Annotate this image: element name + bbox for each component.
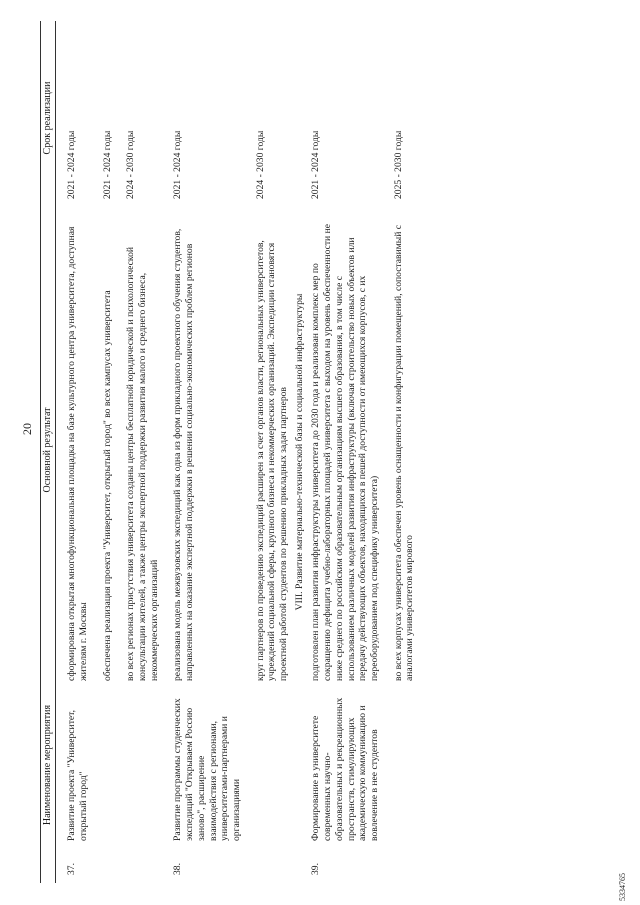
measure-result: сформирована открытая многофункциональная площадка на базе культурного центра университета, доступная жителям г. Москвы	[66, 226, 89, 681]
measure-name	[92, 685, 116, 845]
row-number: 37.	[66, 863, 78, 875]
measure-period: 2024 - 2030 годы	[254, 130, 266, 199]
measure-result: обеспечена реализация проекта "Университет, открытый город" во всех кампусах университета	[101, 290, 113, 681]
row-number	[92, 845, 116, 883]
measure-period: 2021 - 2024 годы	[101, 130, 113, 199]
header-num	[41, 845, 56, 883]
measure-name: Развитие программы студенческих экспедиций "Открываем Россию заново", расширение взаимодействия с регионами, университетами-партнерами и организациями	[172, 698, 242, 841]
measure-period: 2025 - 2030 годы	[392, 130, 404, 199]
table-row	[308, 21, 382, 883]
header-period: Срок реализации	[41, 21, 56, 215]
table-row	[56, 21, 92, 883]
row-number	[383, 845, 418, 883]
document-id: 5334765	[618, 873, 627, 901]
measure-result: реализована модель межвузовских экспедиций как одна из форм прикладного проектного обучения студентов, направленных на оказание экспертной поддержки в решении социально-экономических проблем регионов	[172, 228, 196, 681]
page-number: 20	[20, 423, 34, 435]
measure-name	[245, 685, 292, 845]
table-row	[115, 21, 162, 883]
measure-period: 2021 - 2024 годы	[172, 130, 184, 199]
table-row	[245, 21, 292, 883]
header-result: Основной результат	[41, 215, 56, 685]
table-row	[162, 21, 244, 883]
table-row	[383, 21, 418, 883]
header-name: Наименование мероприятия	[41, 685, 56, 845]
row-number: 38.	[172, 863, 184, 875]
table-row	[92, 21, 116, 883]
measure-name: Развитие проекта "Университет, открытый город"	[66, 709, 89, 841]
measure-result: подготовлен план развития инфраструктуры университета до 2030 года и реализован комплекс мер по сокращению дефицита учебно-лабораторных площадей университета с выходом на уровень обеспеченности не ниже среднего по российским образовательным организациям высшего образования, в том числе с использованием различных моделей развития инфраструктуры (включая строительство новых объектов или передачу действующих объектов, находящихся в пешей доступности от имеющихся корпусов, с их переоборудованием под специфику университета)	[310, 224, 380, 681]
measure-period: 2024 - 2030 годы	[125, 130, 137, 199]
table-header-row	[41, 21, 56, 883]
measures-table	[40, 21, 418, 883]
row-number	[245, 845, 292, 883]
measure-result: во всех корпусах университета обеспечен уровень оснащенности и конфигурации помещений, сопоставимый с аналогами университетов мирового	[392, 224, 416, 681]
section-heading-row	[292, 21, 309, 883]
row-number: 39.	[310, 863, 322, 875]
measure-name: Формирование в университете современных научно-образовательных и рекреационных пространств, стимулирующих академическую коммуникацию и вовлечение в нее студентов	[310, 697, 380, 841]
measure-period: 2021 - 2024 годы	[310, 130, 322, 199]
measure-result: круг партнеров по проведению экспедиций расширен за счет органов власти, региональных университетов, учреждений социальной сферы, крупного бизнеса и некоммерческих организаций. Экспедиции становятся проектной работой студентов по решению прикладных задач партнеров	[254, 240, 290, 681]
measure-result: во всех регионах присутствия университета созданы центры бесплатной юридической и психологической консультации жителей, а также центры экспертной поддержки развития малого и среднего бизнеса, некоммерческих организаций	[125, 246, 160, 681]
measure-name	[115, 685, 162, 845]
section-heading: VIII. Развитие материально-технической базы и социальной инфраструктуры	[293, 293, 305, 611]
row-number	[115, 845, 162, 883]
measure-name	[383, 685, 418, 845]
measure-period: 2021 - 2024 годы	[66, 130, 78, 199]
